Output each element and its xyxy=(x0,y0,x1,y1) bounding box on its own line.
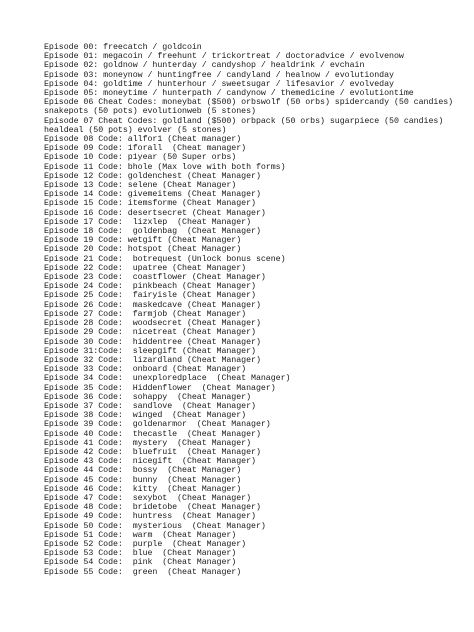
text-line: Episode 21 Code: botrequest (Unlock bonus scene) xyxy=(44,254,286,264)
text-line: Episode 43 Code: nicegift (Cheat Manager) xyxy=(44,457,256,467)
text-line: Episode 03: moneynow / huntingfree / candyland / healnow / evolutionday xyxy=(44,70,394,80)
text-line: Episode 04: goldtime / hunterhour / sweetsugar / lifesavior / evolveday xyxy=(44,79,394,89)
text-line: Episode 36 Code: sohappy (Cheat Manager) xyxy=(44,392,252,402)
text-line: Episode 47 Code: sexybot (Cheat Manager) xyxy=(44,493,252,503)
text-line: Episode 18 Code: goldenbag (Cheat Manager) xyxy=(44,227,261,237)
text-line: Episode 13 Code: selene (Cheat Manager) xyxy=(44,181,237,191)
text-line: Episode 46 Code: kitty (Cheat Manager) xyxy=(44,484,242,494)
text-line: Episode 51 Code: warm (Cheat Manager) xyxy=(44,530,237,540)
text-line: Episode 48 Code: bridetobe (Cheat Manager) xyxy=(44,503,261,513)
text-line: Episode 08 Code: allfor1 (Cheat manager) xyxy=(44,135,242,145)
text-line: Episode 19 Code: wetgift (Cheat Manager) xyxy=(44,236,242,246)
text-line: Episode 02: goldnow / hunterday / candyshop / healdrink / evchain xyxy=(44,61,365,71)
text-line: Episode 44 Code: bossy (Cheat Manager) xyxy=(44,466,242,476)
text-line: Episode 45 Code: bunny (Cheat Manager) xyxy=(44,475,242,485)
text-line: Episode 00: freecatch / goldcoin xyxy=(44,43,202,52)
text-line: Episode 09 Code: 1forall (Cheat manager) xyxy=(44,144,247,154)
text-line: Episode 01: megacoin / freehunt / trickortreat / doctoradvice / evolvenow xyxy=(44,52,404,62)
text-line: Episode 52 Code: purple (Cheat Manager) xyxy=(44,539,247,549)
text-line: Episode 53 Code: blue (Cheat Manager) xyxy=(44,549,237,559)
text-line: Episode 40 Code: thecastle (Cheat Manager) xyxy=(44,429,261,439)
text-line: Episode 50 Code: mysterious (Cheat Manager) xyxy=(44,521,266,531)
text-line: Episode 41 Code: mystery (Cheat Manager) xyxy=(44,438,252,448)
text-line: Episode 22 Code: upatree (Cheat Manager) xyxy=(44,263,247,273)
text-line: Episode 49 Code: huntress (Cheat Manager) xyxy=(44,512,256,522)
text-line: Episode 23 Code: coastflower (Cheat Manager) xyxy=(44,273,266,283)
text-line: Episode 12 Code: goldenchest (Cheat Manager) xyxy=(44,171,261,181)
text-line: Episode 30 Code: hiddentree (Cheat Manager) xyxy=(44,337,261,347)
text-line: Episode 29 Code: nicetreat (Cheat Manager) xyxy=(44,328,256,338)
text-line: Episode 28 Code: woodsecret (Cheat Manager) xyxy=(44,319,261,329)
text-line: Episode 26 Code: maskedcave (Cheat Manager) xyxy=(44,300,261,310)
text-line: Episode 33 Code: onboard (Cheat Manager) xyxy=(44,365,247,375)
text-line: Episode 06 Cheat Codes: moneybat ($500) orbswolf (50 orbs) spidercandy (50 candies) xyxy=(44,98,454,108)
text-line: Episode 55 Code: green (Cheat Manager) xyxy=(44,567,242,577)
text-line: Episode 05: moneytime / hunterpath / candynow / themedicine / evolutiontime xyxy=(44,89,414,99)
text-line: snakepots (50 pots) evolutionweb (5 stones) xyxy=(44,107,256,117)
text-line: Episode 10 Code: p1year (50 Super orbs) xyxy=(44,153,237,163)
text-line: Episode 14 Code: givemeitems (Cheat Manager) xyxy=(44,190,261,200)
text-line: Episode 25 Code: fairyisle (Cheat Manager) xyxy=(44,291,256,301)
text-line: Episode 54 Code: pink (Cheat Manager) xyxy=(44,558,237,568)
text-line: Episode 07 Cheat Codes: goldland ($500) orbpack (50 orbs) sugarpiece (50 candies) xyxy=(44,116,444,126)
text-line: Episode 27 Code: farmjob (Cheat Manager) xyxy=(44,309,247,319)
text-line: healdeal (50 pots) evolver (5 stones) xyxy=(44,125,227,135)
text-line: Episode 42 Code: bluefruit (Cheat Manager) xyxy=(44,447,261,457)
text-line: Episode 24 Code: pinkbeach (Cheat Manager) xyxy=(44,282,256,292)
text-line: Episode 35 Code: Hiddenflower (Cheat Manager) xyxy=(44,383,276,393)
document-body xyxy=(44,43,468,577)
text-line: Episode 32 Code: lizardland (Cheat Manager) xyxy=(44,355,261,365)
text-line: Episode 20 Code: hotspot (Cheat Manager) xyxy=(44,245,242,255)
text-line: Episode 39 Code: goldenarmor (Cheat Manager) xyxy=(44,420,271,430)
text-line: Episode 31:Code: sleepgift (Cheat Manager) xyxy=(44,346,256,356)
text-line: Episode 15 Code: itemsforme (Cheat Manager) xyxy=(44,199,256,209)
text-line: Episode 17 Code: lizxlep (Cheat Manager) xyxy=(44,217,252,227)
text-line: Episode 11 Code: bhole (Max love with both forms) xyxy=(44,162,286,172)
text-line: Episode 16 Code: desertsecret (Cheat Manager) xyxy=(44,208,266,218)
text-line: Episode 34 Code: unexploredplace (Cheat Manager) xyxy=(44,374,291,384)
text-line: Episode 37 Code: sandlove (Cheat Manager) xyxy=(44,401,256,411)
text-line: Episode 38 Code: winged (Cheat Manager) xyxy=(44,411,247,421)
